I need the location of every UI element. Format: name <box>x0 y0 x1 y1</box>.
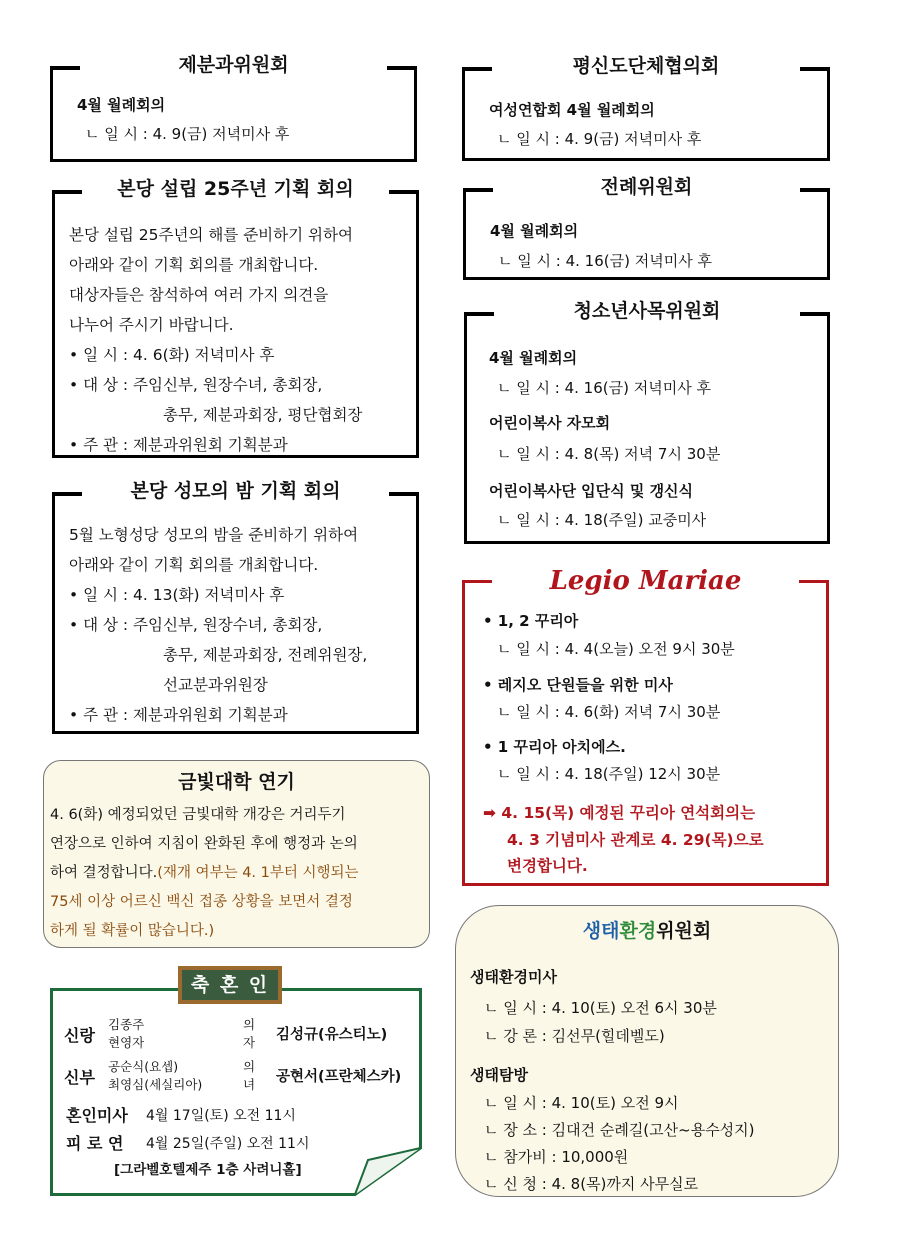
legio-item-detail: ㄴ 일 시 : 4. 6(화) 저녁 7시 30분 <box>497 703 721 721</box>
eco-walk-title: 생태탐방 <box>470 1066 528 1084</box>
youth-box <box>464 300 830 544</box>
anniv-line: 아래와 같이 기획 회의를 개최합니다. <box>69 256 319 274</box>
mass-label: 혼인미사 <box>66 1106 128 1125</box>
eco-mass-line: ㄴ 일 시 : 4. 10(토) 오전 6시 30분 <box>484 999 717 1017</box>
mary-line: 아래와 같이 기획 회의를 개최합니다. <box>69 556 319 574</box>
jebun-line2: ㄴ 일 시 : 4. 9(금) 저녁미사 후 <box>85 125 290 143</box>
mary-body <box>69 520 406 730</box>
eco-walk-line: ㄴ 일 시 : 4. 10(토) 오전 9시 <box>484 1094 679 1112</box>
legio-item-head: • 레지오 단원들을 위한 미사 <box>483 676 673 694</box>
college-title: 금빛대학 연기 <box>178 771 295 793</box>
anniv-line: 총무, 제분과회장, 평단협회장 <box>163 406 363 424</box>
eco-title <box>456 916 838 943</box>
wedding-title: 축 혼 인 <box>178 966 282 1004</box>
mary-line: • 일 시 : 4. 13(화) 저녁미사 후 <box>69 586 285 604</box>
mary-line: • 주 관 : 제분과위원회 기획분과 <box>69 706 288 724</box>
groom-rel: 의 <box>243 1017 256 1032</box>
groom-parent: 현영자 <box>108 1035 145 1050</box>
pyeongsin-title: 평신도단체협의회 <box>572 55 720 77</box>
youth-item-detail: ㄴ 일 시 : 4. 18(주일) 교중미사 <box>497 511 707 529</box>
anniv-line: • 일 시 : 4. 6(화) 저녁미사 후 <box>69 346 275 364</box>
legio-note: 변경합니다. <box>507 857 588 875</box>
groom-rel: 자 <box>243 1035 256 1050</box>
wedding-card <box>50 974 422 1196</box>
mary-line: 선교분과위원장 <box>163 676 268 694</box>
college-note: 75세 이상 어르신 백신 접종 상황을 보면서 결정 <box>50 894 353 910</box>
anniv-line: • 대 상 : 주임신부, 원장수녀, 총회장, <box>69 376 323 394</box>
bride-label: 신부 <box>64 1068 95 1087</box>
college-line: 4. 6(화) 예정되었던 금빛대학 개강은 거리두기 <box>50 807 346 823</box>
legio-item-detail: ㄴ 일 시 : 4. 4(오늘) 오전 9시 30분 <box>497 640 735 658</box>
legio-note: ➡ 4. 15(목) 예정된 꾸리아 연석회의는 <box>483 804 756 822</box>
anniv-line: 대상자들은 참석하여 여러 가지 의견을 <box>69 286 329 304</box>
bride-rel: 녀 <box>243 1077 256 1092</box>
anniv-box <box>52 178 419 458</box>
bride-name: 공현서(프란체스카) <box>276 1069 402 1085</box>
anniv-line: 본당 설립 25주년의 해를 준비하기 위하여 <box>69 226 353 244</box>
eco-title-a: 생태 <box>582 920 620 942</box>
mass-value: 4월 17일(토) 오전 11시 <box>146 1108 296 1124</box>
college-box <box>43 760 430 948</box>
mary-title: 본당 성모의 밤 기획 회의 <box>130 480 341 502</box>
jeonrye-box <box>463 176 830 280</box>
eco-walk-line: ㄴ 신 청 : 4. 8(목)까지 사무실로 <box>484 1175 699 1193</box>
groom-label: 신랑 <box>64 1026 95 1045</box>
anniv-line: 나누어 주시기 바랍니다. <box>69 316 234 334</box>
anniv-line: • 주 관 : 제분과위원회 기획분과 <box>69 436 288 454</box>
anniv-body <box>69 220 406 460</box>
party-label: 피 로 연 <box>66 1134 124 1153</box>
mary-box <box>52 480 419 734</box>
jebun-line1: 4월 월례회의 <box>77 96 166 114</box>
groom-parent: 김종주 <box>108 1017 145 1032</box>
jebun-box <box>50 54 417 162</box>
eco-walk-line: ㄴ 장 소 : 김대건 순례길(고산~용수성지) <box>484 1121 755 1139</box>
college-note: (재개 여부는 4. 1부터 시행되는 <box>157 865 359 881</box>
bride-rel: 의 <box>243 1059 256 1074</box>
jebun-title: 제분과위원회 <box>178 54 289 76</box>
youth-title: 청소년사목위원회 <box>573 300 721 322</box>
bride-parent: 최영심(세실리아) <box>108 1077 203 1092</box>
eco-mass-title: 생태환경미사 <box>470 968 557 986</box>
anniv-title: 본당 설립 25주년 기획 회의 <box>117 178 354 200</box>
legio-note: 4. 3 기념미사 관계로 4. 29(목)으로 <box>507 831 764 849</box>
youth-item-head: 4월 월례회의 <box>489 349 578 367</box>
legio-item-head: • 1 꾸리아 아치에스. <box>483 738 626 756</box>
youth-item-head: 어린이복사 자모회 <box>489 414 611 432</box>
jeonrye-line2: ㄴ 일 시 : 4. 16(금) 저녁미사 후 <box>498 252 712 270</box>
youth-item-head: 어린이복사단 입단식 및 갱신식 <box>489 482 694 500</box>
venue: [그라벨호텔제주 1층 사려니홀] <box>114 1162 302 1178</box>
jeonrye-line1: 4월 월례회의 <box>490 222 579 240</box>
jeonrye-title: 전례위원회 <box>600 176 693 198</box>
bride-parent: 공순식(요셉) <box>108 1059 179 1074</box>
pyeongsin-line1: 여성연합회 4월 월례회의 <box>489 101 655 119</box>
college-line: 연장으로 인하여 지침이 완화된 후에 행정과 논의 <box>50 836 358 852</box>
mary-line: • 대 상 : 주임신부, 원장수녀, 총회장, <box>69 616 323 634</box>
groom-name: 김성규(유스티노) <box>276 1027 388 1043</box>
eco-mass-line: ㄴ 강 론 : 김선무(힐데벨도) <box>484 1027 665 1045</box>
eco-title-c: 위원회 <box>656 920 712 942</box>
college-note: 하게 될 확률이 많습니다.) <box>50 923 215 939</box>
mary-line: 5월 노형성당 성모의 밤을 준비하기 위하여 <box>69 526 359 544</box>
youth-item-detail: ㄴ 일 시 : 4. 16(금) 저녁미사 후 <box>497 379 711 397</box>
eco-box <box>455 905 839 1197</box>
legio-box <box>462 566 829 886</box>
legio-title: Legio Mariae <box>549 566 742 596</box>
eco-title-b: 환경 <box>619 920 657 942</box>
youth-item-detail: ㄴ 일 시 : 4. 8(목) 저녁 7시 30분 <box>497 445 721 463</box>
legio-item-head: • 1, 2 꾸리아 <box>483 612 579 630</box>
mary-line: 총무, 제분과회장, 전례위원장, <box>163 646 368 664</box>
eco-walk-line: ㄴ 참가비 : 10,000원 <box>484 1148 629 1166</box>
party-value: 4월 25일(주일) 오전 11시 <box>146 1136 310 1152</box>
college-line: 하여 결정합니다. <box>50 865 158 881</box>
pyeongsin-box <box>462 55 830 161</box>
pyeongsin-line2: ㄴ 일 시 : 4. 9(금) 저녁미사 후 <box>497 130 702 148</box>
legio-item-detail: ㄴ 일 시 : 4. 18(주일) 12시 30분 <box>497 765 721 783</box>
